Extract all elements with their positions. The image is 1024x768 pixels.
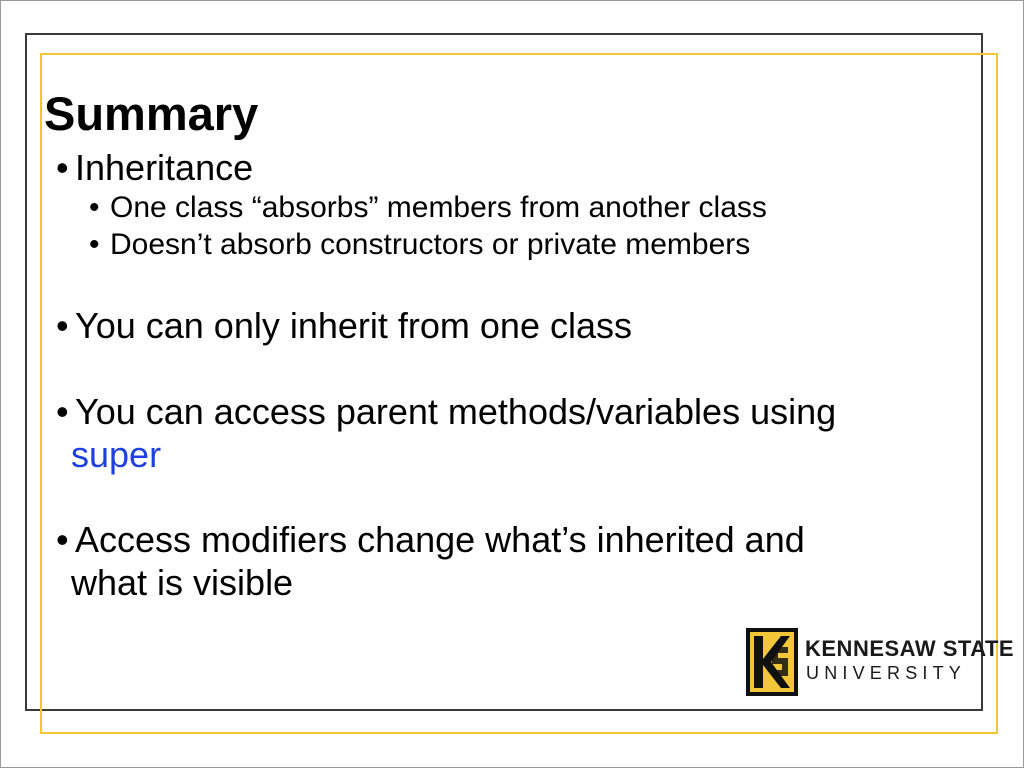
bullet-dot: • (56, 519, 69, 560)
bullet-single-inheritance (56, 304, 936, 347)
bullet-dot: • (56, 391, 69, 432)
kennesaw-state-logo (743, 625, 1015, 699)
bullet-text: One class “absorbs” members from another class (110, 191, 767, 224)
bullet-text-line2: what is visible (71, 562, 294, 603)
sub-bullet-constructors (89, 227, 909, 263)
bullet-access-modifiers (56, 518, 956, 604)
bullet-dot: • (89, 228, 100, 261)
slide-title: Summary (44, 87, 259, 140)
super-keyword: super (71, 434, 162, 475)
bullet-text: You can only inherit from one class (75, 305, 632, 346)
sub-bullet-absorbs (89, 190, 909, 226)
bullet-text-line1: Access modifiers change what’s inherited and (75, 519, 805, 560)
bullet-text: Inheritance (75, 147, 254, 188)
bullet-super (56, 390, 956, 476)
bullet-text: Doesn’t absorb constructors or private members (110, 228, 751, 261)
bullet-inheritance (56, 146, 656, 189)
logo-line-1: KENNESAW STATE (805, 636, 1015, 661)
bullet-dot: • (56, 305, 69, 346)
bullet-dot: • (89, 191, 100, 224)
bullet-dot: • (56, 147, 69, 188)
bullet-text-line1: You can access parent methods/variables using (75, 391, 837, 432)
ks-mark-icon (743, 625, 801, 699)
logo-line-2: UNIVERSITY (806, 663, 967, 683)
